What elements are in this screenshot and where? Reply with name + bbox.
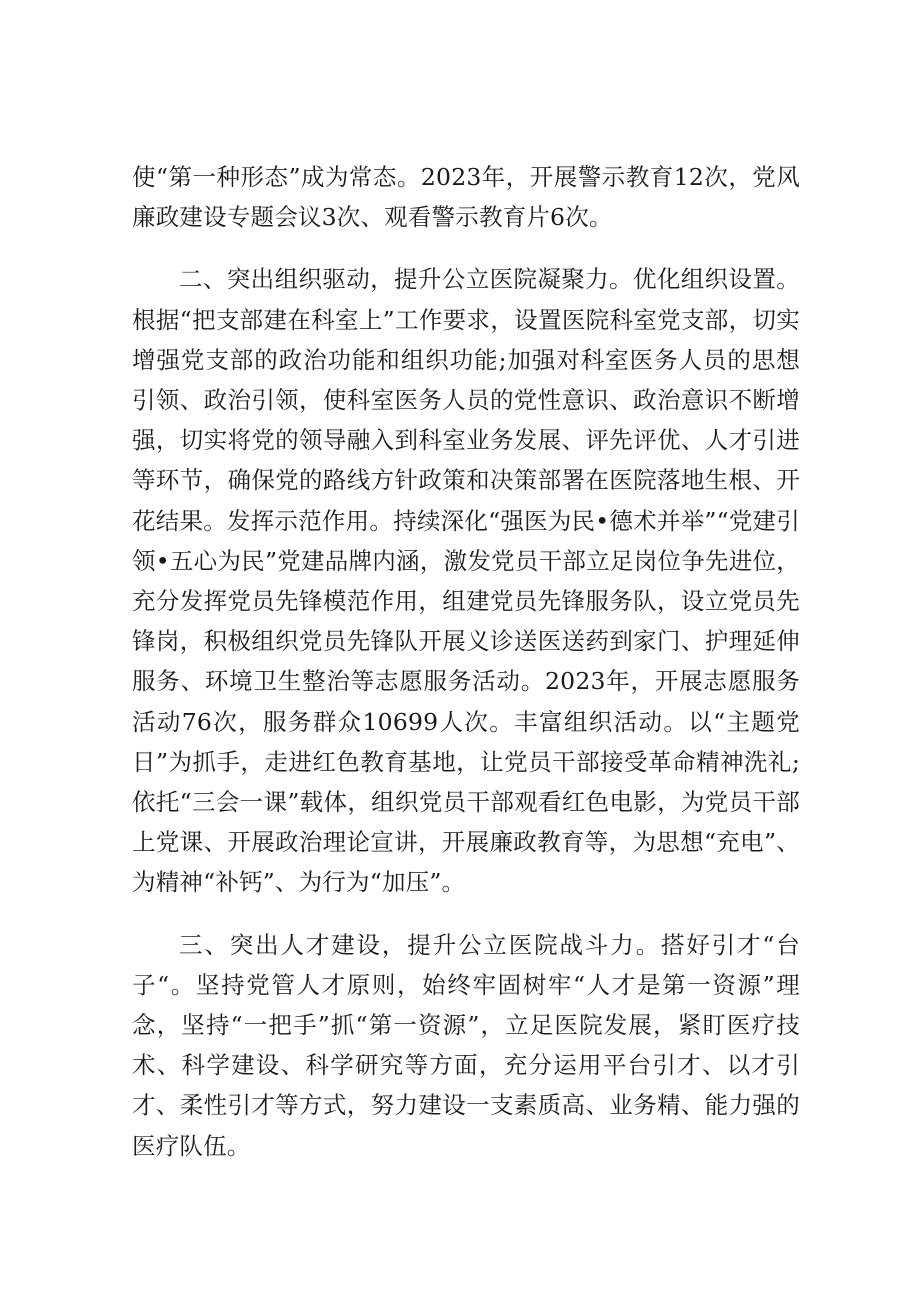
- paragraph-talent: 三、突出人才建设，提升公立医院战斗力。搭好引才“台子“。坚持党管人才原则，始终牢固树牢“人才是第一资源”理念，坚持“一把手”抓“第一资源”，立足医院发展，紧盯医疗技术、科学建设、科学研究等方面，充分运用平台引才、以才引才、柔性引才等方式，努力建设一支素质高、业务精、能力强的医疗队伍。: [132, 930, 800, 1160]
- paragraph-organization: 二、突出组织驱动，提升公立医院凝聚力。优化组织设置。根据“把支部建在科室上”工作要求，设置医院科室党支部，切实增强党支部的政治功能和组织功能;加强对科室医务人员的思想引领、政治引领，使科室医务人员的党性意识、政治意识不断增强，切实将党的领导融入到科室业务发展、评先评优、人才引进等环节，确保党的路线方针政策和决策部署在医院落地生根、开花结果。发挥示范作用。持续深化“强医为民•德术并举”“党建引领•五心为民”党建品牌内涵，激发党员干部立足岗位争先进位，充分发挥党员先锋模范作用，组建党员先锋服务队，设立党员先锋岗，积极组织党员先锋队开展义诊送医送药到家门、护理延伸服务、环境卫生整治等志愿服务活动。2023年，开展志愿服务活动76次，服务群众10699人次。丰富组织活动。以“主题党日”为抓手，走进红色教育基地，让党员干部接受革命精神洗礼;依托“三会一课”载体，组织党员干部观看红色电影，为党员干部上党课、开展政治理论宣讲，开展廉政教育等，为思想“充电”、为精神“补钙”、为行为“加压”。: [132, 265, 800, 897]
- document-body: [132, 157, 800, 1188]
- paragraph-continuation: 使“第一种形态”成为常态。2023年，开展警示教育12次，党风廉政建设专题会议3次、观看警示教育片6次。: [132, 163, 800, 232]
